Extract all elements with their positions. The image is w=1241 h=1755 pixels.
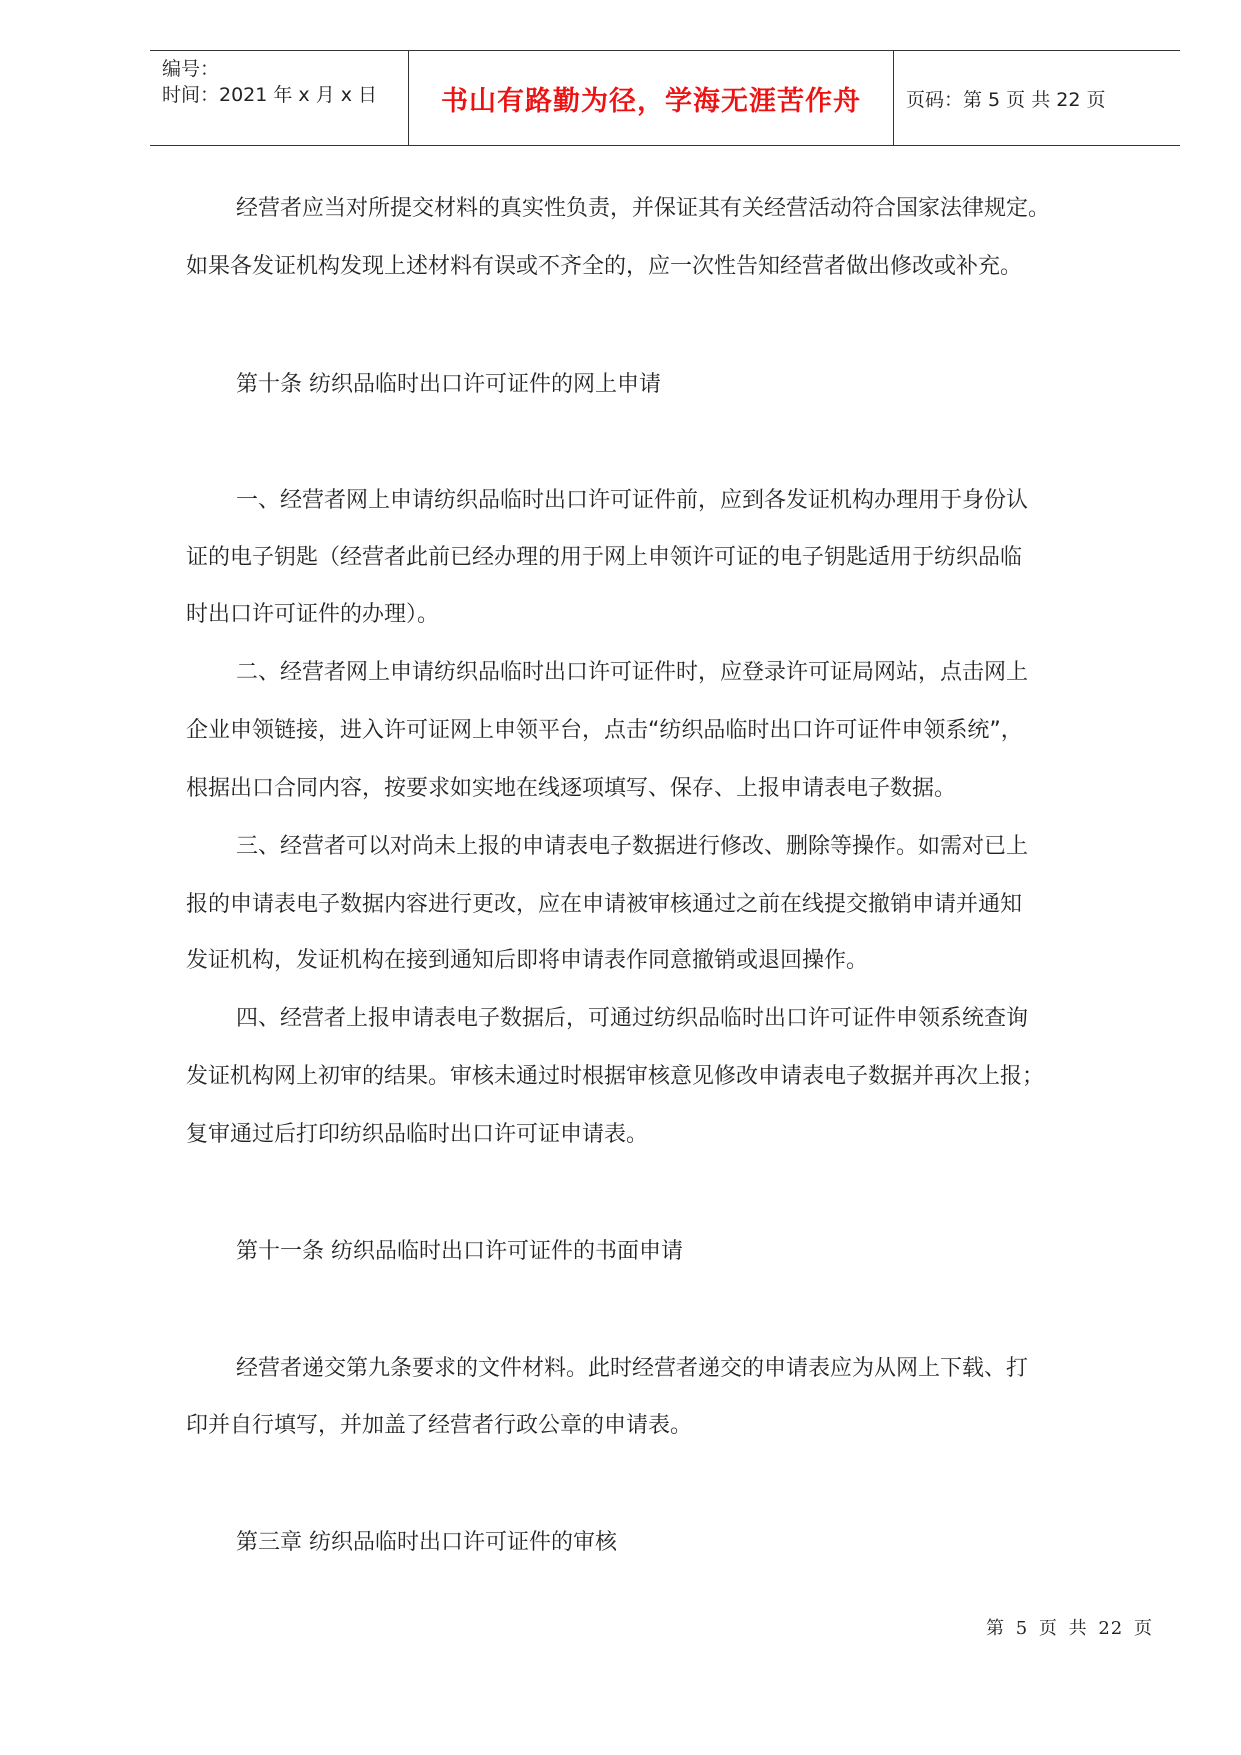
paragraph-line: 经营者递交第九条要求的文件材料。此时经营者递交的申请表应为从网上下载、打 — [236, 1356, 1029, 1381]
header-page-number: 页码：第 5 页 共 22 页 — [906, 88, 1106, 111]
document-time-label: 时间：2021 年 x 月 x 日 — [162, 84, 378, 106]
article-10-heading: 第十条 纺织品临时出口许可证件的网上申请 — [236, 372, 661, 397]
paragraph-line: 时出口许可证件的办理）。 — [186, 602, 440, 627]
page-footer: 第 5 页 共 22 页 — [986, 1618, 1153, 1639]
paragraph-line: 如果各发证机构发现上述材料有误或不齐全的，应一次性告知经营者做出修改或补充。 — [186, 254, 1023, 279]
paragraph-line: 三、经营者可以对尚未上报的申请表电子数据进行修改、删除等操作。如需对已上 — [236, 834, 1029, 859]
paragraph-line: 发证机构，发证机构在接到通知后即将申请表作同意撤销或退回操作。 — [186, 948, 869, 973]
paragraph-line: 报的申请表电子数据内容进行更改，应在申请被审核通过之前在线提交撤销申请并通知 — [186, 892, 1023, 917]
paragraph-line: 印并自行填写，并加盖了经营者行政公章的申请表。 — [186, 1413, 693, 1438]
paragraph-line: 四、经营者上报申请表电子数据后，可通过纺织品临时出口许可证件申领系统查询 — [236, 1006, 1029, 1031]
header-motto: 书山有路勤为径，学海无涯苦作舟 — [409, 51, 894, 145]
paragraph-line: 发证机构网上初审的结果。审核未通过时根据审核意见修改申请表电子数据并再次上报； — [186, 1064, 1045, 1089]
paragraph-line: 二、经营者网上申请纺织品临时出口许可证件时，应登录许可证局网站，点击网上 — [236, 660, 1029, 685]
paragraph-line: 经营者应当对所提交材料的真实性负责，并保证其有关经营活动符合国家法律规定。 — [236, 196, 1051, 221]
article-11-heading: 第十一条 纺织品临时出口许可证件的书面申请 — [236, 1239, 683, 1264]
paragraph-line: 复审通过后打印纺织品临时出口许可证申请表。 — [186, 1122, 649, 1147]
paragraph-line: 一、经营者网上申请纺织品临时出口许可证件前，应到各发证机构办理用于身份认 — [236, 488, 1029, 513]
paragraph-line: 根据出口合同内容，按要求如实地在线逐项填写、保存、上报申请表电子数据。 — [186, 776, 957, 801]
paragraph-line: 企业申领链接，进入许可证网上申领平台，点击“纺织品临时出口许可证件申领系统”， — [186, 718, 1023, 743]
document-number-label: 编号： — [162, 58, 220, 80]
chapter-3-heading: 第三章 纺织品临时出口许可证件的审核 — [236, 1530, 617, 1555]
paragraph-line: 证的电子钥匙（经营者此前已经办理的用于网上申领许可证的电子钥匙适用于纺织品临 — [186, 545, 1023, 570]
